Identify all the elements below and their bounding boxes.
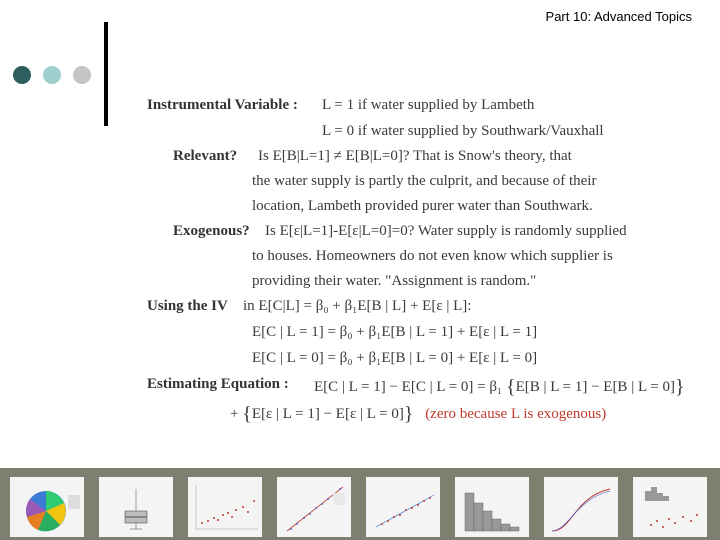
decor-vertical-bar <box>104 22 108 126</box>
estimating-lhs: E[C | L = 1] − E[C | L = 0] = β₁ <box>314 379 503 395</box>
estimating-line-2 <box>230 403 606 426</box>
thumbnail-strip <box>0 468 720 540</box>
iv-l1: L = 1 if water supplied by Lambeth <box>322 97 535 113</box>
brace-open: { <box>505 376 516 398</box>
using-iv-label: Using the IV <box>147 298 228 314</box>
exogenous-line-1: Is E[ε|L=1]-E[ε|L=0]=0? Water supply is randomly supplied <box>265 223 627 239</box>
brace-open-2: { <box>242 403 252 425</box>
estimating-b-diff: E[B | L = 1] − E[B | L = 0] <box>515 379 676 395</box>
decor-dot-gray <box>73 66 91 84</box>
exogenous-line-2: to houses. Homeowners do not even know which supplier is <box>252 248 613 264</box>
using-iv-line-2: E[C | L = 1] = β₀ + β₁E[B | L = 1] + E[ε | L = 1] <box>252 324 538 340</box>
thumbnail-scatter-2[interactable] <box>366 477 440 537</box>
estimating-label: Estimating Equation : <box>147 376 289 392</box>
plus-sign: + <box>230 406 239 422</box>
thumbnail-boxplot[interactable] <box>99 477 173 537</box>
thumbnail-scatter-histogram[interactable] <box>633 477 707 537</box>
iv-label: Instrumental Variable : <box>147 97 298 113</box>
decor-dot-teal <box>43 66 61 84</box>
relevant-label: Relevant? <box>173 148 238 164</box>
relevant-line-1: Is E[B|L=1] ≠ E[B|L=0]? That is Snow's theory, that <box>258 148 572 164</box>
brace-close-2: } <box>403 403 414 425</box>
thumbnail-pie-chart[interactable] <box>10 477 84 537</box>
zero-note: (zero because L is exogenous) <box>425 406 607 422</box>
estimating-line-1 <box>314 376 685 399</box>
iv-l0: L = 0 if water supplied by Southwark/Vauxhall <box>322 123 604 139</box>
relevant-line-3: location, Lambeth provided purer water than Southwark. <box>252 198 593 214</box>
exogenous-label: Exogenous? <box>173 223 250 239</box>
brace-close: } <box>675 376 685 398</box>
relevant-line-2: the water supply is partly the culprit, and because of their <box>252 173 597 189</box>
thumbnail-scatter-1[interactable] <box>188 477 262 537</box>
decor-dot-dark <box>13 66 31 84</box>
estimating-eps-diff: E[ε | L = 1] − E[ε | L = 0] <box>251 406 404 422</box>
thumbnail-cdf[interactable] <box>544 477 618 537</box>
using-iv-line-3: E[C | L = 0] = β₀ + β₁E[B | L = 0] + E[ε | L = 0] <box>252 350 538 366</box>
exogenous-line-3: providing their water. "Assignment is random." <box>252 273 537 289</box>
using-iv-line-1: in E[C|L] = β₀ + β₁E[B | L] + E[ε | L]: <box>243 298 472 314</box>
thumbnail-probability-plot[interactable] <box>277 477 351 537</box>
thumbnail-histogram[interactable] <box>455 477 529 537</box>
slide-header: Part 10: Advanced Topics <box>545 9 692 24</box>
